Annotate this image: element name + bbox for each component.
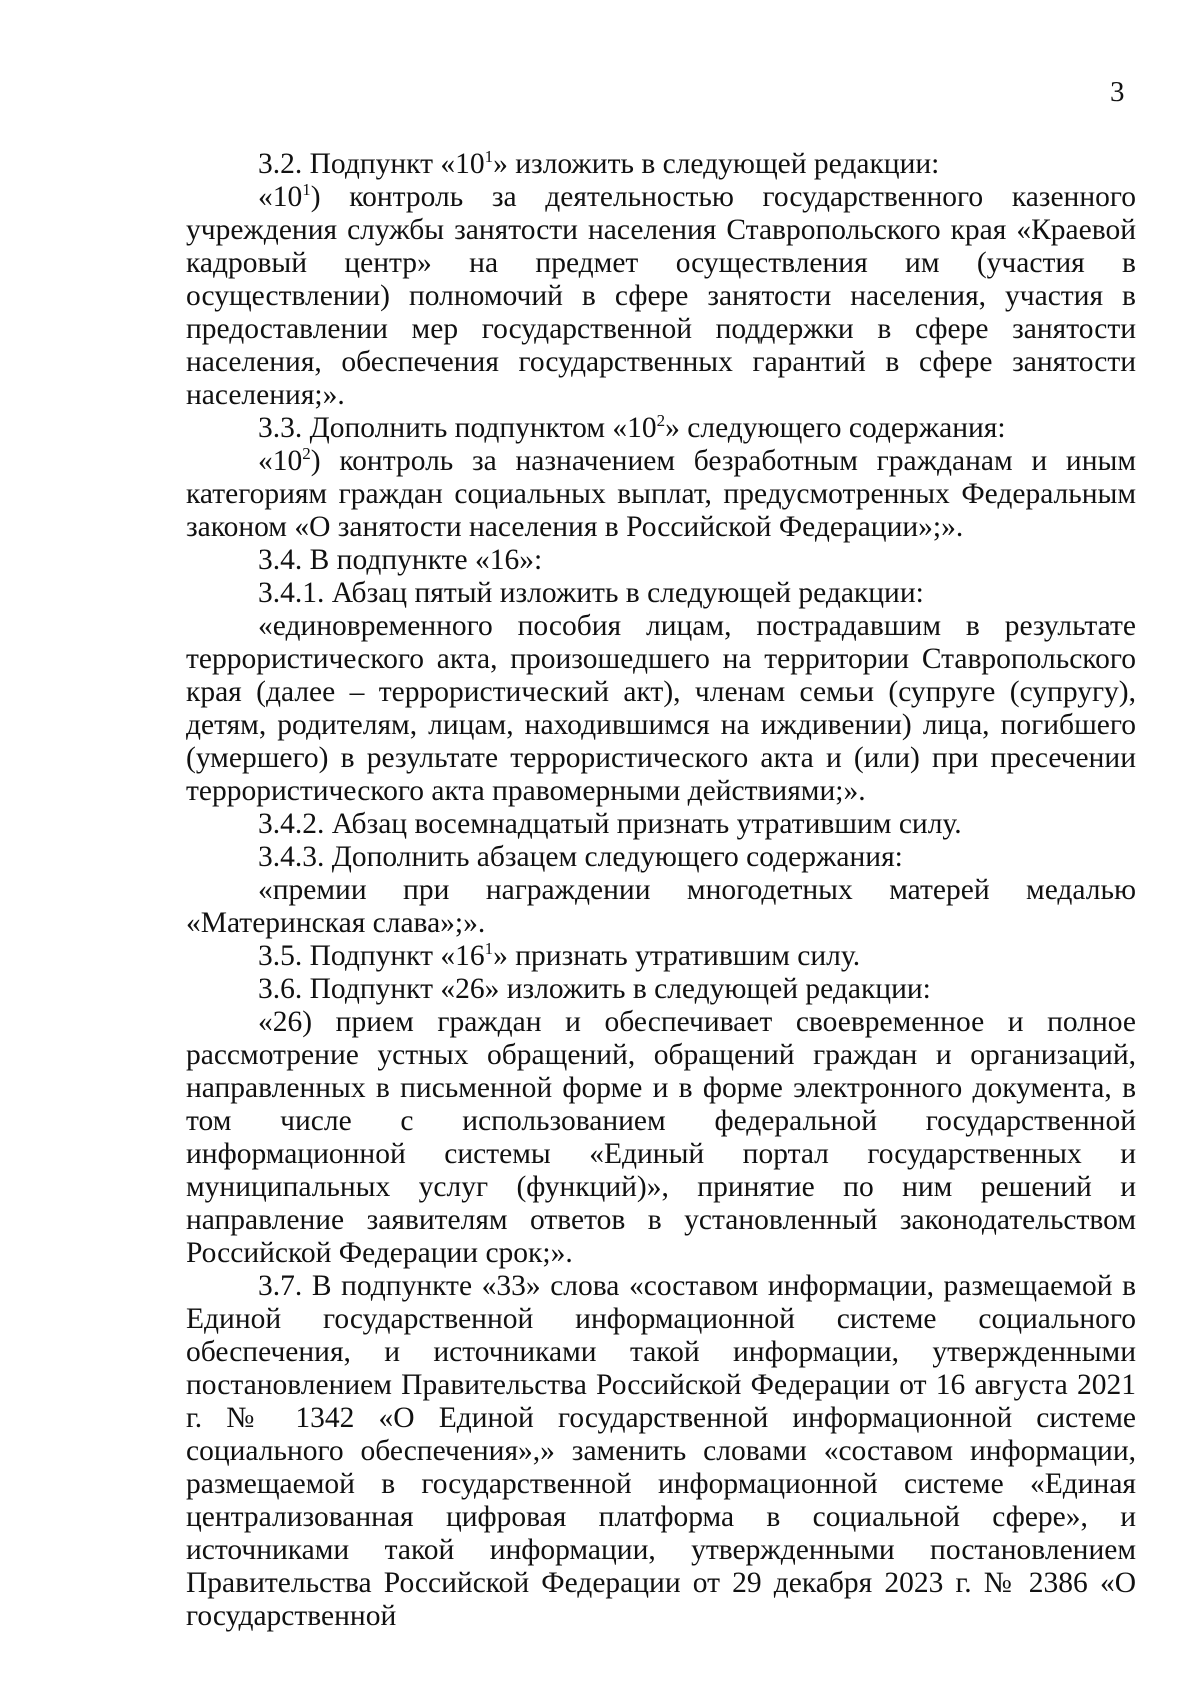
paragraph-benefit-text: «единовременного пособия лицам, пострадавшим в результате террористического акта, произошедшего на территории Ставропольского края (далее – террористический акт), членам семьи (супруге (супругу), детям, родителям, лицам, находившимся на иждивении) лица, погибшего (умершего) в результате террористического акта и (или) при пресечении террористического акта правомерными действиями;». — [186, 610, 1136, 807]
page-number: 3 — [1110, 76, 1125, 108]
paragraph-3-5: 3.5. Подпункт «$16^1$» признать утратившим силу. — [258, 939, 861, 972]
paragraph-3-7: 3.7. В подпункте «33» слова «составом информации, размещаемой в Единой государственной информационной системе социального обеспечения, и источниками такой информации, утвержденными постановлением Правительства Российской Федерации от 16 августа 2021 г. № 1342 «О Единой государственной информационной системе социального обеспечения»,» заменить словами «составом информации, размещаемой в государственной информационной системе «Единая централизованная цифровая платформа в социальной сфере», и источниками такой информации, утвержденными постановлением Правительства Российской Федерации от 29 декабря 2023 г. № 2386 «О государственной — [186, 1270, 1136, 1632]
paragraph-3-4: 3.4. В подпункте «16»: — [258, 544, 543, 576]
paragraph-10-2-text: «$10^2$) контроль за назначением безработным гражданам и иным категориям граждан социальных выплат, предусмотренных Федеральным законом «О занятости населения в Российской Федерации»;». — [186, 444, 1136, 543]
paragraph-3-4-3: 3.4.3. Дополнить абзацем следующего содержания: — [258, 841, 903, 873]
paragraph-26-text: «26) прием граждан и обеспечивает своевременное и полное рассмотрение устных обращений, обращений граждан и организаций, направленных в письменной форме и в форме электронного документа, в том числе с использованием федеральной государственной информационной системы «Единый портал государственных и муниципальных услуг (функций)», принятие по ним решений и направление заявителям ответов в установленный законодательством Российской Федерации срок;». — [186, 1006, 1136, 1269]
document-body — [186, 148, 1136, 1633]
paragraph-award-text: «премии при награждении многодетных матерей медалью «Материнская слава»;». — [186, 874, 1136, 939]
paragraph-3-2: 3.2. Подпункт «$10^1$» изложить в следующей редакции: — [258, 147, 940, 180]
paragraph-3-6: 3.6. Подпункт «26» изложить в следующей редакции: — [258, 973, 931, 1005]
paragraph-3-4-1: 3.4.1. Абзац пятый изложить в следующей редакции: — [258, 577, 924, 609]
paragraph-3-4-2: 3.4.2. Абзац восемнадцатый признать утратившим силу. — [258, 808, 962, 840]
paragraph-10-1-text: «$10^1$) контроль за деятельностью государственного казенного учреждения службы занятости населения Ставропольского края «Краевой кадровый центр» на предмет осуществления им (участия в осуществлении) полномочий в сфере занятости населения, участия в предоставлении мер государственной поддержки в сфере занятости населения, обеспечения государственных гарантий в сфере занятости населения;». — [186, 180, 1136, 411]
paragraph-3-3: 3.3. Дополнить подпунктом «$10^2$» следующего содержания: — [258, 411, 1006, 444]
